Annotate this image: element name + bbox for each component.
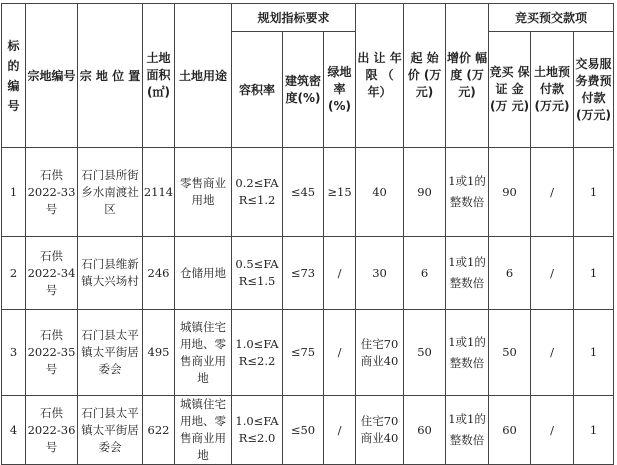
header-far: 容积率: [232, 32, 283, 148]
cell-use: 仓储用地: [175, 237, 232, 310]
cell-parcel: 石供2022-33号: [26, 148, 78, 237]
cell-deposit: 6: [489, 237, 531, 310]
cell-location: 石门县维新镇大兴场村: [78, 237, 143, 310]
cell-far: [232, 237, 283, 310]
cell-service-fee: 1: [574, 310, 614, 396]
cell-use: 城镇住宅用地、零售商业用地: [175, 310, 232, 396]
cell-deposit: 90: [489, 148, 531, 237]
header-green: 绿地率(%): [324, 32, 356, 148]
cell-green: /: [324, 310, 356, 396]
header-index: 标的编号: [2, 4, 26, 148]
header-term: 出 让 年 限 （ 年）: [356, 4, 404, 148]
cell-service-fee: 1: [574, 237, 614, 310]
header-group-payment: 竞买预交款项: [489, 4, 614, 32]
cell-green: ≥15: [324, 148, 356, 237]
table-row: [2, 310, 614, 396]
cell-term: 住宅70商业40: [356, 310, 404, 396]
cell-parcel: 石供2022-36号: [26, 396, 78, 465]
cell-location: 石门县太平镇太平街居委会: [78, 396, 143, 465]
far-line2: R≤1.2: [238, 193, 276, 207]
header-service-fee: 交易服 务费预 付款 (万元): [574, 32, 614, 148]
cell-index: 4: [2, 396, 26, 465]
cell-deposit: 60: [489, 396, 531, 465]
cell-far: [232, 148, 283, 237]
cell-area: 622: [143, 396, 175, 465]
table-row: [2, 148, 614, 237]
cell-start-price: 90: [404, 148, 446, 237]
cell-index: 3: [2, 310, 26, 396]
header-increment: 增价 幅度 (万 元): [446, 4, 489, 148]
cell-start-price: 6: [404, 237, 446, 310]
cell-area: 246: [143, 237, 175, 310]
cell-term: 住宅70商业40: [356, 396, 404, 465]
cell-land-prepay: /: [531, 237, 574, 310]
far-line1: 1.0≤FA: [235, 336, 279, 351]
header-deposit: 竞买 保证 金 (万 元): [489, 32, 531, 148]
land-listing-table: [1, 3, 614, 465]
table-row: [2, 396, 614, 465]
cell-start-price: 50: [404, 310, 446, 396]
cell-increment: 1或1的整数倍: [446, 148, 489, 237]
cell-increment: 1或1的整数倍: [446, 310, 489, 396]
far-line1: 0.2≤FA: [235, 176, 279, 190]
header-land-prepay: 土地预付款 (万元): [531, 32, 574, 148]
cell-area: 495: [143, 310, 175, 396]
header-density: 建筑密度(%): [283, 32, 324, 148]
far-line1: 1.0≤FA: [235, 414, 279, 428]
cell-land-prepay: /: [531, 396, 574, 465]
cell-increment: 1或1的整数倍: [446, 396, 489, 465]
cell-service-fee: 1: [574, 148, 614, 237]
cell-use: 零售商业用地: [175, 148, 232, 237]
cell-service-fee: 1: [574, 396, 614, 465]
far-line2: R≤1.5: [238, 274, 276, 288]
cell-land-prepay: /: [531, 310, 574, 396]
cell-increment: 1或1的整数倍: [446, 237, 489, 310]
cell-use: 城镇住宅用地、零售商业用地: [175, 396, 232, 465]
cell-density: ≤45: [283, 148, 324, 237]
cell-density: ≤75: [283, 310, 324, 396]
far-line1: 0.5≤FA: [235, 257, 279, 271]
cell-deposit: 50: [489, 310, 531, 396]
header-location: 宗 地 位 置: [78, 4, 143, 148]
cell-area: 2114: [143, 148, 175, 237]
cell-term: 30: [356, 237, 404, 310]
table-row: [2, 237, 614, 310]
far-line2: R≤2.2: [238, 353, 276, 368]
cell-parcel: 石供2022-35号: [26, 310, 78, 396]
cell-index: 2: [2, 237, 26, 310]
cell-density: ≤73: [283, 237, 324, 310]
cell-far: [232, 310, 283, 396]
cell-location: 石门县太平镇太平街居委会: [78, 310, 143, 396]
header-start-price: 起 始 价 (万元): [404, 4, 446, 148]
cell-index: 1: [2, 148, 26, 237]
cell-land-prepay: /: [531, 148, 574, 237]
header-area: 土地面积(㎡): [143, 4, 175, 148]
cell-start-price: 60: [404, 396, 446, 465]
cell-location: 石门县所街乡水南渡社区: [78, 148, 143, 237]
cell-green: /: [324, 237, 356, 310]
header-parcel-id: 宗地编号: [26, 4, 78, 148]
cell-green: /: [324, 396, 356, 465]
cell-density: ≤50: [283, 396, 324, 465]
cell-parcel: 石供2022-34号: [26, 237, 78, 310]
header-use: 土地用途: [175, 4, 232, 148]
far-line2: R≤2.0: [238, 431, 276, 445]
cell-far: [232, 396, 283, 465]
header-group-planning: 规划指标要求: [232, 4, 356, 32]
cell-term: 40: [356, 148, 404, 237]
